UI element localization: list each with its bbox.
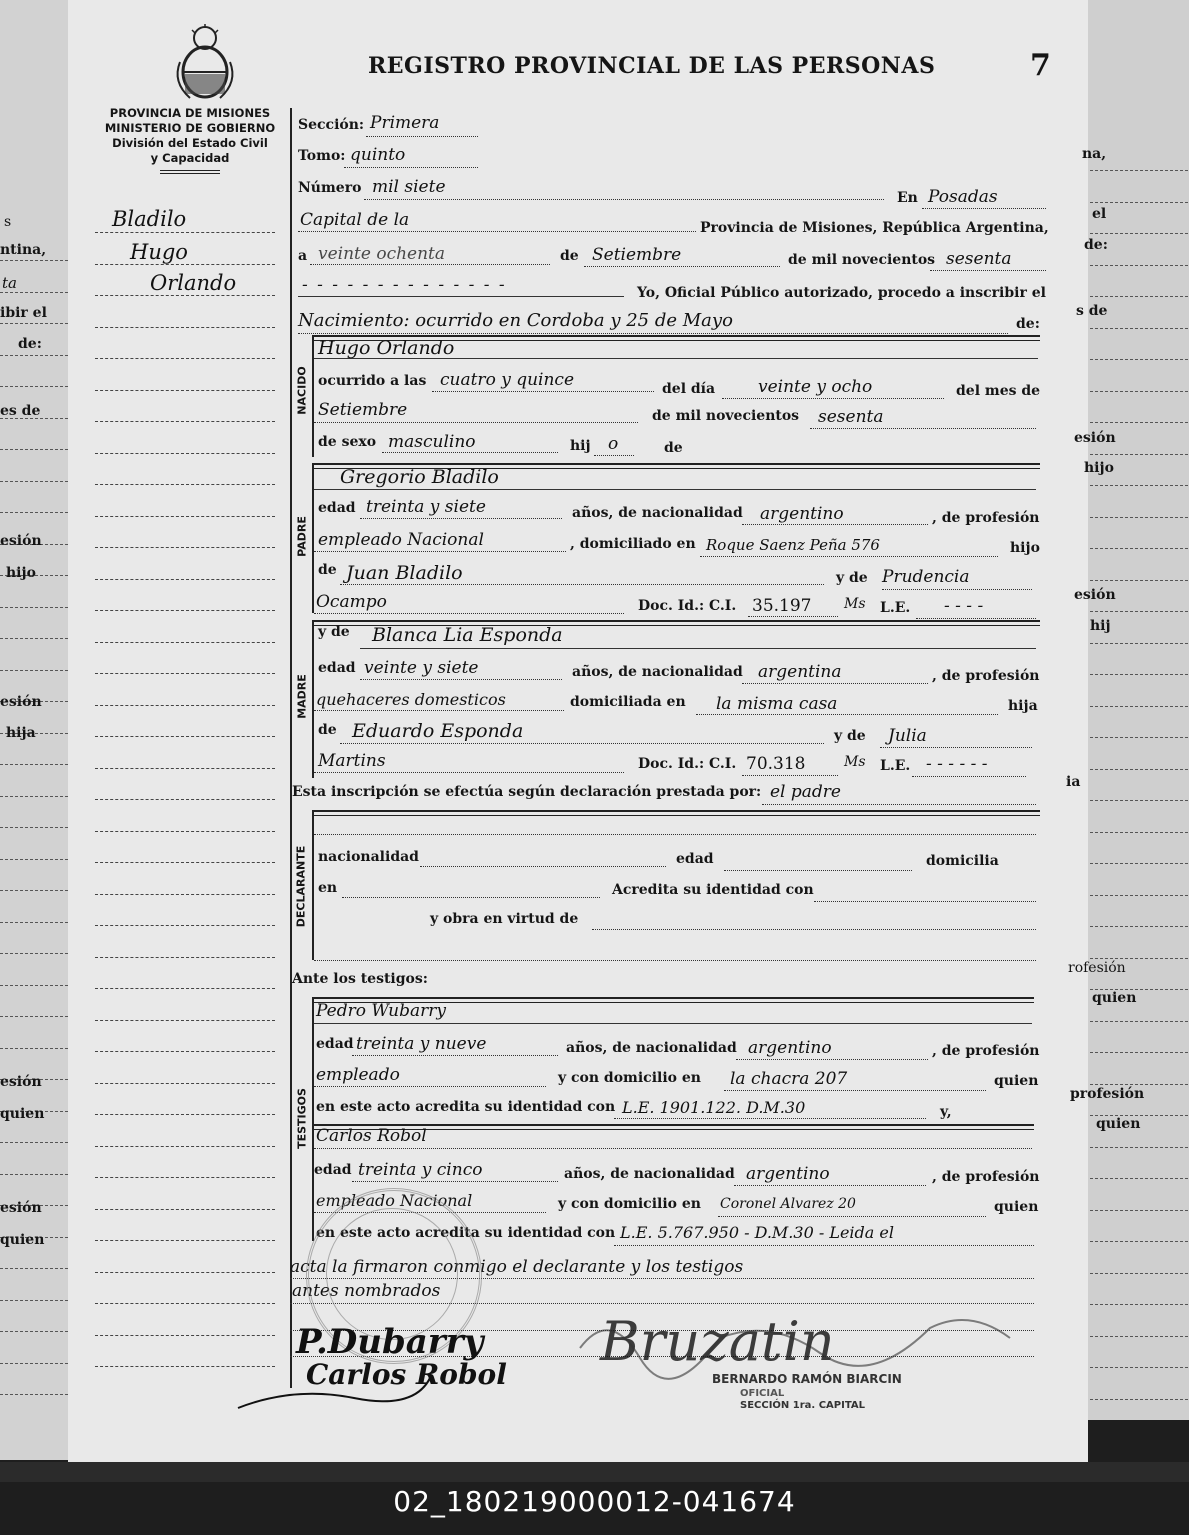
de-label: de — [560, 248, 579, 264]
padre-padre-value: Juan Bladilo — [346, 562, 463, 584]
padre-nombre: Gregorio Bladilo — [340, 466, 499, 488]
right-fragment: na, — [1082, 146, 1107, 162]
declarante-en-label: en — [318, 880, 338, 896]
padre-hijo-label: hijo — [1010, 540, 1040, 556]
left-page-rule-line — [0, 922, 68, 923]
testigo2-profesion-value: empleado Nacional — [316, 1191, 473, 1210]
testigo1-edad-label: edad — [316, 1036, 354, 1052]
madre-doc-dep: Ms — [844, 754, 866, 770]
margin-rule-line — [95, 1240, 275, 1241]
office-header — [90, 106, 290, 174]
margin-middle-name: Orlando — [150, 271, 237, 295]
madre-yde-label: y de — [318, 624, 350, 640]
margin-rule-line — [95, 1303, 275, 1304]
margin-rule-line — [95, 673, 275, 674]
padre-profesion-label: , de profesión — [932, 510, 1040, 526]
acto-value: Nacimiento: ocurrido en Cordoba y 25 de Mayo — [298, 310, 733, 331]
madre-domicilio-value: la misma casa — [716, 694, 838, 714]
padre-domicilio-value: Roque Saenz Peña 576 — [706, 536, 880, 554]
sexo-label: de sexo — [318, 434, 377, 450]
nacido-de-label: de — [664, 440, 683, 456]
declarante-nacionalidad-label: nacionalidad — [318, 849, 419, 865]
right-fragment: hijo — [1084, 460, 1114, 476]
nacido-section-label: NACIDO — [295, 366, 309, 415]
official-section-stamp: SECCIÓN 1ra. CAPITAL — [740, 1400, 865, 1411]
left-page-rule-line — [0, 1331, 68, 1332]
testigo1-nacionalidad-value: argentino — [748, 1038, 832, 1058]
margin-rule-line — [95, 547, 275, 548]
margin-rule-line — [95, 925, 275, 926]
madre-domicilio-label: domiciliada en — [570, 694, 686, 710]
right-fragment: profesión — [1070, 1086, 1145, 1102]
padre-doc-dep: Ms — [844, 596, 866, 612]
left-page-rule-line — [0, 1363, 68, 1364]
madre-le-value: - - - - - - — [926, 754, 988, 774]
margin-rule-line — [95, 516, 275, 517]
testigos-ante-label: Ante los testigos: — [292, 971, 428, 987]
margin-rule-line — [95, 610, 275, 611]
anio-value: sesenta — [946, 249, 1012, 269]
padre-doc-value: 35.197 — [752, 596, 812, 616]
madre-le-label: L.E. — [880, 758, 911, 774]
oficial-text: Yo, Oficial Público autorizado, procedo a inscribir el — [637, 285, 1046, 301]
testigo2-profesion-label: , de profesión — [932, 1169, 1040, 1185]
margin-rule-line — [95, 484, 275, 485]
margin-rule-line — [95, 390, 275, 391]
left-fragment: ta — [2, 274, 17, 292]
right-fragment: ia — [1066, 774, 1081, 790]
numero-label: Número — [298, 180, 362, 196]
margin-rule-line — [95, 768, 275, 769]
left-fragment: s — [4, 214, 12, 230]
padre-doc-label: Doc. Id.: C.I. — [638, 598, 737, 614]
margin-rule-line — [95, 421, 275, 422]
madre-anios-label: años, de nacionalidad — [572, 664, 743, 680]
margin-rule-line — [95, 232, 275, 233]
right-fragment: de: — [1084, 237, 1108, 253]
declaracion-por-value: el padre — [770, 782, 841, 802]
margin-rule-line — [95, 1272, 275, 1273]
testigo2-nombre: Carlos Robol — [316, 1126, 427, 1146]
margin-surname: Bladilo — [112, 207, 187, 231]
madre-edad-label: edad — [318, 660, 356, 676]
witness-2-signature: Carlos Robol — [306, 1358, 507, 1391]
left-page-rule-line — [0, 1268, 68, 1269]
padre-section-label: PADRE — [295, 516, 309, 557]
testigo2-domicilio-label: y con domicilio en — [558, 1196, 701, 1212]
official-signature: Bruzatin — [600, 1310, 835, 1373]
left-fragment: de: — [18, 336, 42, 352]
hora-value: cuatro y quince — [440, 370, 575, 390]
left-page-rule-line — [0, 1300, 68, 1301]
testigo2-doc-value: L.E. 5.767.950 - D.M.30 - Leida el — [620, 1223, 894, 1242]
declaracion-text: Esta inscripción se efectúa según declaración prestada por: — [292, 784, 762, 800]
left-fragment: hijo — [6, 565, 36, 581]
madre-profesion-value: quehaceres domesticos — [316, 690, 506, 709]
mil-label: de mil novecientos — [788, 252, 936, 268]
padre-yde-label: y de — [836, 570, 868, 586]
padre-le-label: L.E. — [880, 600, 911, 616]
lugar-value: Posadas — [928, 187, 998, 207]
padre-madre-value: Prudencia — [882, 567, 970, 587]
tomo-value: quinto — [350, 145, 406, 165]
testigo1-profesion-value: empleado — [316, 1065, 400, 1085]
madre-doc-label: Doc. Id.: C.I. — [638, 756, 737, 772]
testigos-section-label: TESTIGOS — [295, 1088, 309, 1149]
left-fragment: ntina, — [0, 242, 47, 258]
left-page-rule-line — [0, 449, 68, 450]
ocurrido-label: ocurrido a las — [318, 373, 427, 389]
left-page-rule-line — [0, 386, 68, 387]
testigo1-y-label: y, — [940, 1104, 952, 1120]
margin-rule-line — [95, 1146, 275, 1147]
mes-value: Setiembre — [592, 245, 682, 265]
witness-1-signature: P.Dubarry — [296, 1322, 484, 1362]
left-page-rule-line — [0, 953, 68, 954]
nacido-anio-value: sesenta — [818, 407, 884, 427]
left-page-rule-line — [0, 1394, 68, 1395]
right-fragment: quien — [1092, 990, 1137, 1006]
provincia-text: Provincia de Misiones, República Argentina, — [700, 220, 1049, 236]
nacido-dia-value: veinte y ocho — [758, 377, 873, 397]
testigo2-edad-value: treinta y cinco — [358, 1160, 483, 1180]
left-fragment: esión — [0, 533, 42, 549]
left-page-rule-line — [0, 827, 68, 828]
document-title: REGISTRO PROVINCIAL DE LAS PERSONAS — [368, 53, 936, 79]
testigo1-edad-value: treinta y nueve — [356, 1034, 487, 1054]
declarante-section-label: DECLARANTE — [294, 845, 308, 928]
margin-rule-line — [95, 894, 275, 895]
testigo2-acredita-label: en este acto acredita su identidad con — [316, 1225, 616, 1241]
testigo2-nacionalidad-value: argentino — [746, 1164, 830, 1184]
margin-rule-line — [95, 327, 275, 328]
margin-rule-line — [95, 1114, 275, 1115]
madre-edad-value: veinte y siete — [364, 658, 479, 678]
madre-section-label: MADRE — [295, 674, 309, 719]
coat-of-arms-icon — [170, 22, 240, 102]
left-fragment: hija — [6, 725, 36, 741]
testigo1-domicilio-value: la chacra 207 — [730, 1069, 848, 1089]
testigo2-domicilio-value: Coronel Alvarez 20 — [720, 1196, 856, 1212]
closing-line-2: antes nombrados — [292, 1281, 441, 1301]
left-page-rule-line — [0, 1142, 68, 1143]
left-fragment: quien — [0, 1106, 45, 1122]
margin-rule-line — [95, 831, 275, 832]
left-page-rule-line — [0, 1016, 68, 1017]
registry-seal-inner — [326, 1208, 458, 1340]
testigo1-nombre: Pedro Wubarry — [316, 1001, 446, 1021]
madre-de-label: de — [318, 722, 337, 738]
left-page-rule-line — [0, 890, 68, 891]
padre-profesion-value: empleado Nacional — [318, 530, 484, 550]
sexo-value: masculino — [388, 432, 476, 452]
margin-rule-line — [95, 957, 275, 958]
margin-rule-line — [95, 1335, 275, 1336]
dia-value: veinte ochenta — [318, 244, 446, 264]
en-label: En — [897, 190, 918, 206]
margin-rule-line — [95, 1209, 275, 1210]
numero-value: mil siete — [372, 177, 446, 197]
left-page-rule-line — [0, 607, 68, 608]
margin-rule-line — [95, 453, 275, 454]
margin-rule-line — [95, 705, 275, 706]
left-page-rule-line — [0, 985, 68, 986]
left-page-rule-line — [0, 323, 68, 324]
padre-edad-label: edad — [318, 500, 356, 516]
padre-nacionalidad-value: argentino — [760, 504, 844, 524]
left-page-rule-line — [0, 638, 68, 639]
madre-profesion-label: , de profesión — [932, 668, 1040, 684]
left-page-rule-line — [0, 1048, 68, 1049]
declarante-acredita-label: Acredita su identidad con — [612, 882, 814, 898]
testigo1-acredita-label: en este acto acredita su identidad con — [316, 1099, 616, 1115]
padre-de-label: de — [318, 562, 337, 578]
official-cargo-stamp: OFICIAL — [740, 1388, 785, 1399]
image-caption: 02_180219000012-041674 — [393, 1485, 796, 1518]
left-fragment: esión — [0, 1200, 42, 1216]
left-page-rule-line — [0, 355, 68, 356]
testigo2-quien-label: quien — [994, 1199, 1039, 1215]
testigo1-profesion-label: , de profesión — [932, 1043, 1040, 1059]
page-bottom-strip — [0, 1462, 1189, 1482]
margin-rule-line — [95, 358, 275, 359]
left-page-rule-line — [0, 670, 68, 671]
madre-yde2-label: y de — [834, 728, 866, 744]
margin-rule-line — [95, 579, 275, 580]
section-rule — [314, 810, 1040, 816]
signature-flourish-icon — [234, 1360, 434, 1420]
padre-anios-label: años, de nacionalidad — [572, 505, 743, 521]
seccion-value: Primera — [370, 113, 440, 133]
dash-fill: - - - - - - - - - - - - - - — [302, 275, 507, 295]
left-fragment: esión — [0, 694, 42, 710]
nacido-mes-value: Setiembre — [318, 400, 408, 420]
madre-madre-value: Julia — [888, 726, 927, 746]
testigo1-anios-label: años, de nacionalidad — [566, 1040, 737, 1056]
madre-nacionalidad-value: argentina — [758, 662, 842, 682]
padre-edad-value: treinta y siete — [366, 497, 486, 517]
testigo1-domicilio-label: y con domicilio en — [558, 1070, 701, 1086]
margin-rule-line — [95, 642, 275, 643]
padre-le-value: - - - - — [944, 596, 984, 616]
testigo1-doc-value: L.E. 1901.122. D.M.30 — [622, 1098, 806, 1117]
margin-rule-line — [95, 736, 275, 737]
margin-rule-line — [95, 988, 275, 989]
left-fragment: esión — [0, 1074, 42, 1090]
closing-line-1: acta la firmaron conmigo el declarante y los testigos — [290, 1257, 744, 1277]
left-page-rule-line — [0, 260, 68, 261]
nacido-nombre: Hugo Orlando — [318, 337, 455, 359]
madre-padre-value: Eduardo Esponda — [352, 720, 524, 742]
right-fragment: el — [1092, 206, 1107, 222]
office-line: MINISTERIO DE GOBIERNO — [104, 121, 276, 135]
office-line: División del Estado Civil — [112, 136, 268, 150]
office-line: PROVINCIA DE MISIONES — [109, 106, 271, 120]
nacido-mil-label: de mil novecientos — [652, 408, 800, 424]
tomo-label: Tomo: — [298, 148, 346, 164]
right-fragment: hij — [1090, 618, 1111, 634]
left-page-rule-line — [0, 512, 68, 513]
right-fragment: quien — [1096, 1116, 1141, 1132]
declarante-domicilio-label: domicilia — [926, 853, 999, 869]
right-fragment: s de — [1076, 303, 1108, 319]
testigo2-anios-label: años, de nacionalidad — [564, 1166, 735, 1182]
right-fragment: rofesión — [1068, 960, 1126, 976]
testigo2-edad-label: edad — [314, 1162, 352, 1178]
madre-doc-value: 70.318 — [746, 754, 806, 774]
left-page-rule-line — [0, 1174, 68, 1175]
page-number: 7 — [1030, 48, 1051, 83]
declarante-obra-label: y obra en virtud de — [430, 911, 579, 927]
left-page-rule-line — [0, 796, 68, 797]
left-page-rule-line — [0, 764, 68, 765]
margin-rule-line — [95, 1020, 275, 1021]
madre-nombre: Blanca Lia Esponda — [372, 624, 563, 646]
madre-hija-label: hija — [1008, 698, 1038, 714]
margin-rule-line — [95, 295, 275, 296]
left-fragment: ibir el — [0, 305, 47, 321]
del-mes-label: del mes de — [956, 383, 1041, 399]
hij-label: hij — [570, 438, 591, 454]
left-page-rule-line — [0, 859, 68, 860]
seccion-label: Sección: — [298, 117, 365, 133]
de-colon-label: de: — [1016, 316, 1040, 332]
capital-value: Capital de la — [300, 210, 410, 230]
office-line: y Capacidad — [150, 151, 230, 165]
official-name-stamp: BERNARDO RAMÓN BIARCIN — [712, 1372, 902, 1386]
margin-rule-line — [95, 1177, 275, 1178]
margin-rule-line — [95, 1083, 275, 1084]
left-fragment: quien — [0, 1232, 45, 1248]
madre-madre-value-2: Martins — [318, 751, 386, 771]
testigo1-quien-label: quien — [994, 1073, 1039, 1089]
padre-domicilio-label: , domiciliado en — [570, 536, 696, 552]
padre-madre-value-2: Ocampo — [316, 592, 387, 612]
del-dia-label: del día — [662, 381, 716, 397]
right-fragment: esión — [1074, 430, 1116, 446]
declarante-edad-label: edad — [676, 851, 714, 867]
left-page-rule-line — [0, 481, 68, 482]
margin-rule-line — [95, 862, 275, 863]
margin-first-name: Hugo — [130, 240, 188, 264]
right-fragment: esión — [1074, 587, 1116, 603]
hij-suffix: o — [608, 434, 619, 454]
margin-rule-line — [95, 799, 275, 800]
a-label: a — [298, 248, 308, 264]
left-fragment: es de — [0, 403, 41, 419]
margin-rule-line — [95, 1051, 275, 1052]
